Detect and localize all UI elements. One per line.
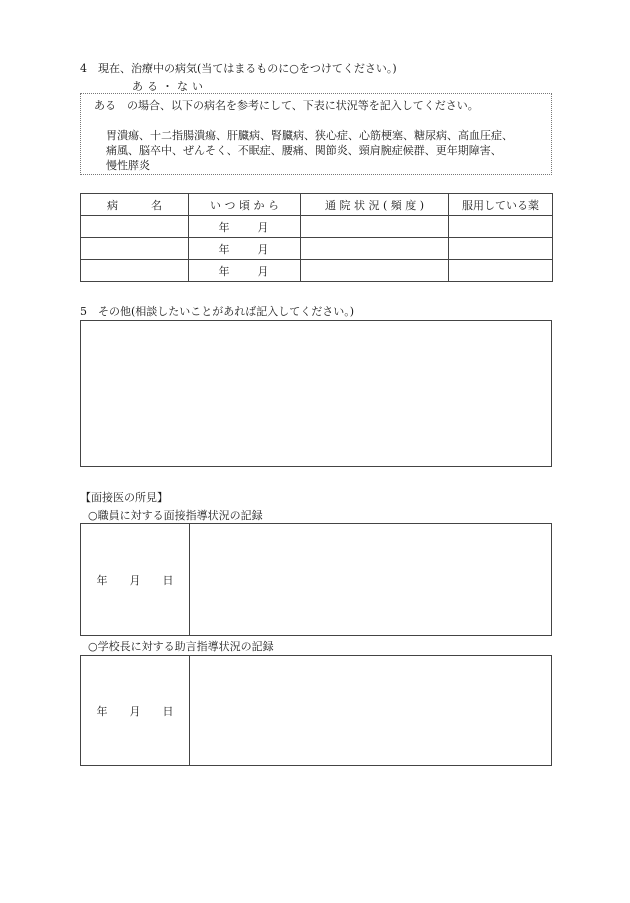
staff-record-box [80, 523, 552, 636]
disease-table [80, 193, 553, 282]
since-cell[interactable]: 年 月 [189, 216, 301, 238]
disease-name-cell[interactable] [81, 260, 189, 282]
disease-list-line: 痛風、脳卒中、ぜんそく、不眠症、腰痛、関節炎、頸肩腕症候群、更年期障害、 [106, 144, 502, 157]
header-visit-status: 通 院 状 況 ( 頻 度 ) [301, 194, 449, 216]
visit-status-cell[interactable] [301, 216, 449, 238]
since-cell[interactable]: 年 月 [189, 260, 301, 282]
table-row [81, 260, 553, 282]
table-header-row [81, 194, 553, 216]
principal-record-box [80, 655, 552, 766]
disease-list [106, 128, 513, 173]
medicine-cell[interactable] [449, 216, 553, 238]
staff-record-content[interactable] [190, 524, 551, 635]
header-medicine: 服用している薬 [449, 194, 553, 216]
since-cell[interactable]: 年 月 [189, 238, 301, 260]
disease-reference-box [80, 93, 552, 175]
disease-list-line: 慢性膵炎 [106, 159, 150, 172]
disease-name-cell[interactable] [81, 238, 189, 260]
disease-name-cell[interactable] [81, 216, 189, 238]
table-row [81, 238, 553, 260]
doctor-findings-title: 【面接医の所見】 [80, 491, 168, 504]
medicine-cell[interactable] [449, 260, 553, 282]
header-disease-name: 病 名 [81, 194, 189, 216]
section5-title: 5 その他(相談したいことがあれば記入してください。) [80, 305, 355, 318]
illness-options[interactable]: ある・ない [132, 80, 207, 93]
staff-record-date[interactable] [81, 524, 190, 635]
date-label: 年 月 日 [96, 573, 174, 587]
other-consultation-field[interactable] [80, 320, 552, 467]
staff-record-title: ○職員に対する面接指導状況の記録 [88, 509, 263, 522]
section4-title: 4 現在、治療中の病気(当てはまるものに○をつけてください。) [80, 62, 397, 75]
principal-record-content[interactable] [190, 656, 551, 765]
medicine-cell[interactable] [449, 238, 553, 260]
header-since: い つ 頃 か ら [189, 194, 301, 216]
table-row [81, 216, 553, 238]
visit-status-cell[interactable] [301, 238, 449, 260]
disease-list-line: 胃潰瘍、十二指腸潰瘍、肝臓病、腎臓病、狭心症、心筋梗塞、糖尿病、高血圧症、 [106, 129, 513, 142]
date-label: 年 月 日 [96, 704, 174, 718]
visit-status-cell[interactable] [301, 260, 449, 282]
principal-record-date[interactable] [81, 656, 190, 765]
reference-intro: ある の場合、以下の病名を参考にして、下表に状況等を記入してください。 [94, 99, 479, 112]
principal-record-title: ○学校長に対する助言指導状況の記録 [88, 640, 274, 653]
